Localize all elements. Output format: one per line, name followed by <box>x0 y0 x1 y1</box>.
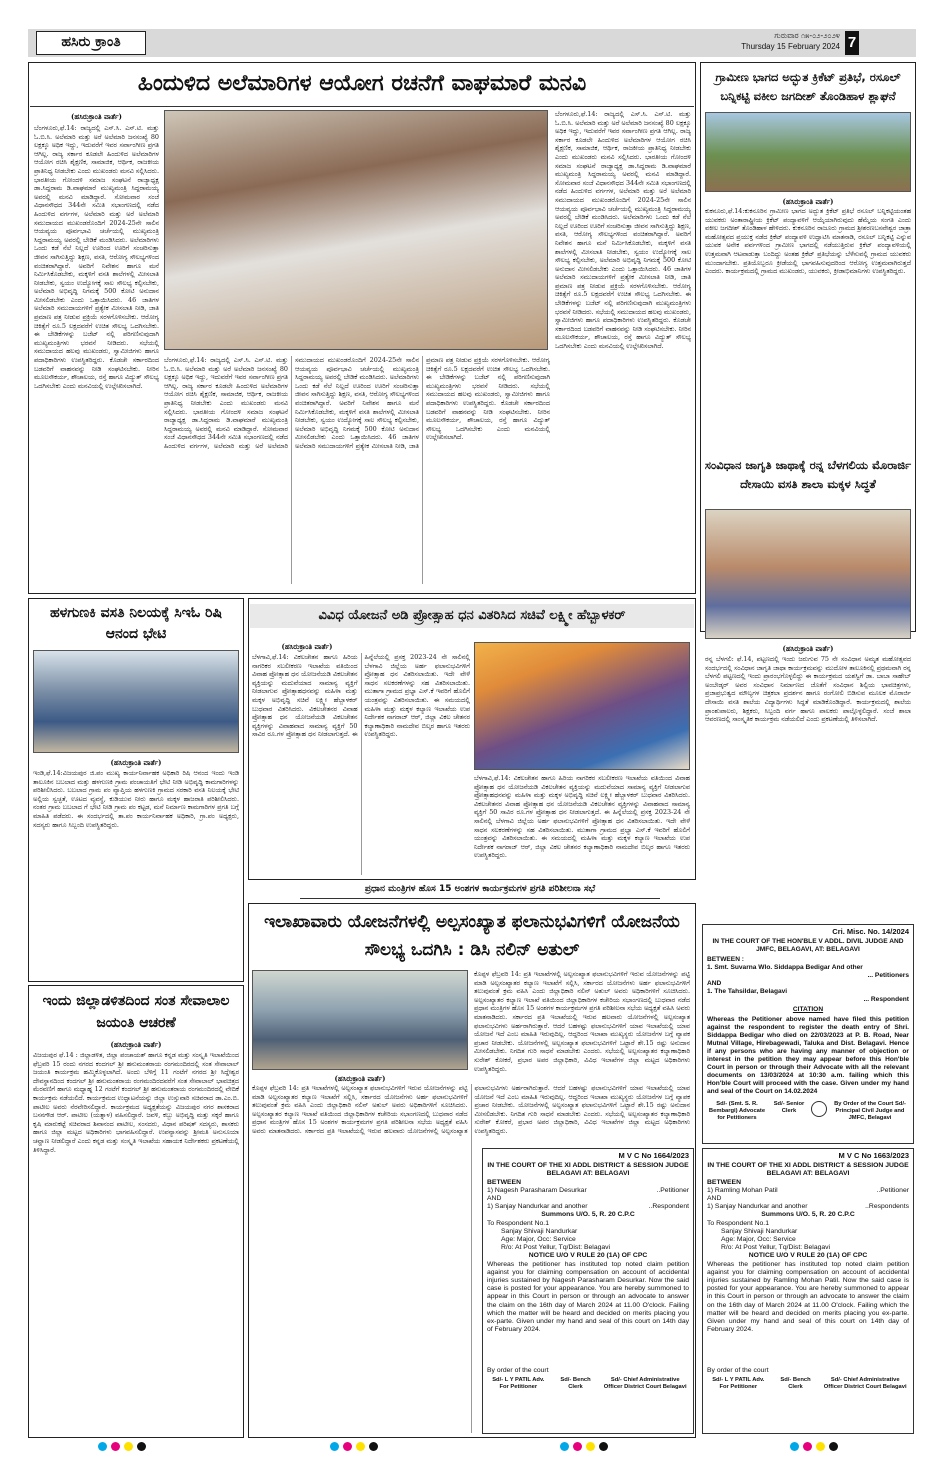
registration-marks-2 <box>330 1442 378 1451</box>
masthead-date-en: Thursday 15 February 2024 <box>741 42 840 51</box>
notice-3-notice-title: NOTICE U/O V RULE 20 (1A) OF CPC <box>748 1252 868 1260</box>
article-4-dateline: (ಹಸಿರುಕ್ರಾಂತಿ ವಾರ್ತೆ) <box>110 758 162 767</box>
notice-3-petitioner-role: ..Petitioner <box>876 1186 909 1194</box>
notice-2-address: R/o: At Post Yellur, Tq/Dist: Belagavi <box>501 1244 611 1252</box>
notice-2-petitioner-role: ..Petitioner <box>656 1186 689 1194</box>
article-3-dateline: (ಹಸಿರುಕ್ರಾಂತಿ ವಾರ್ತೆ) <box>782 644 834 653</box>
notice-3-address: R/o: At Post Yellur, Tq/Dist: Belagavi <box>721 1244 831 1252</box>
notice-1-signature-judge: By Order of the Court Sd/- Principal Civil Judge and JMFC, Belagavi <box>834 1101 906 1121</box>
magenta-dot <box>343 1442 352 1451</box>
page-number: 7 <box>845 31 859 55</box>
notice-3-respondent: 1) Sanjay Nandurkar and another <box>707 1203 808 1211</box>
notice-3 <box>702 1148 914 1434</box>
notice-1-and: AND <box>707 980 722 987</box>
notice-3-and: AND <box>707 1195 722 1203</box>
article-6-dateline: (ಹಸಿರುಕ್ರಾಂತಿ ವಾರ್ತೆ) <box>281 642 333 651</box>
notice-3-to: To Respondent No.1 <box>707 1219 769 1227</box>
notice-2-order: By order of the court <box>487 1366 549 1374</box>
article-2-dateline: (ಹಸಿರುಕ್ರಾಂತಿ ವಾರ್ತೆ) <box>782 197 834 206</box>
notice-1-title: CITATION <box>792 1006 824 1013</box>
registration-marks-3 <box>560 1442 608 1451</box>
black-dot <box>137 1442 146 1451</box>
article-7-photo <box>252 970 468 1070</box>
notice-2-to: To Respondent No.1 <box>487 1219 549 1227</box>
yellow-dot <box>124 1442 133 1451</box>
notice-2-name: Sanjay Shivaji Nandurkar <box>501 1227 578 1235</box>
notice-2-signature-clerk: Sd/- Bench Clerk <box>560 1376 591 1390</box>
article-2-body: ಕುಕನೂರು,ಫೆ.14:ಕುಕನೂರಿನ ಗ್ರಾಮೀಣ ಭಾಗದ ಅದ್ಭುತ ಕ್ರಿಕೆಟ್ ಪ್ರತಿಭೆ ರಸೂಲ್ ಬನ್ನಿಕಟ್ಟಿಯಂತಹ ಯುವಕರು ಅಂತಾರಾಷ್ಟ್ರೀಯ ಕ್ರಿಕೆಟ್ ಪಂದ್ಯಾವಳಿಗೆ ಆಯ್ಕೆಯಾಗಿರುವುದು ಹೆಮ್ಮೆಯ ಸಂಗತಿ ಎಂದು ವಕೀಲ ಜಗದೀಶ್ ತೊಂಡಿಹಾಳ ಹೇಳಿದರು. ಕುಕನೂರಿನ ರಾಜೂರು ಗ್ರಾಮದ ಶ್ರೀಶರಣಬಸವೇಶ್ವರ ಜಾತ್ರಾ ಮಹೋತ್ಸವದ ಪ್ರಯುಕ್ತ ನಡೆದ ಕ್ರಿಕೆಟ್ ಪಂದ್ಯಾವಳಿ ಉದ್ಘಾಟಿಸಿ ಮಾತನಾಡಿ, ರಸೂಲ್ ಬನ್ನಿಕಟ್ಟಿ ಎನ್ನುವ ಯುವಕ ಅನೇಕ ಪರ್ವಗಳಿಂದ ಗ್ರಾಮೀಣ ಭಾಗದಲ್ಲಿ ನಡೆಯುತ್ತಿರುವ ಕ್ರಿಕೆಟ್ ಪಂದ್ಯಾವಳಿಯಲ್ಲಿ ಉತ್ತಮವಾಗಿ ಆಟವಾಡುತ್ತಾ ಬಂದಿದ್ದು ಅಂತಹ ಕ್ರಿಕೆಟ್ ಪ್ರತಿಭೆಯನ್ನು ಬೆಳೆಸುವಲ್ಲಿ ಗ್ರಾಮದ ಯುವಕರು ಮುಂದಾಗಬೇಕು. ಪ್ರತಿಯೊಬ್ಬರೂ ಕ್ರೀಡೆಯಲ್ಲಿ ಭಾಗವಹಿಸುವುದರಿಂದ ಆರೋಗ್ಯ ಉತ್ತಮವಾಗಿರುತ್ತದೆ ಎಂದರು. ಕಾರ್ಯಕ್ರಮದಲ್ಲಿ ಗ್ರಾಮದ ಮುಖಂಡರು, ಯುವಕರು, ಕ್ರೀಡಾಭಿಮಾನಿಗಳು ಉಪಸ್ಥಿತರಿದ್ದರು. <box>705 207 911 276</box>
notice-1-case: Cri. Misc. No. 14/2024 <box>832 927 909 936</box>
notice-2-case: M V C No 1664/2023 <box>618 1151 689 1160</box>
cyan-dot <box>790 1442 799 1451</box>
magenta-dot <box>803 1442 812 1451</box>
black-dot <box>369 1442 378 1451</box>
article-5-body: ವಿಜಯಪುರ ಫೆ.14 : ಜಿಲ್ಲಾಡಳಿತ, ಜಿಲ್ಲಾ ಪಂಚಾಯತ್ ಹಾಗೂ ಕನ್ನಡ ಮತ್ತು ಸಂಸ್ಕೃತಿ ಇಲಾಖೆಯಿಂದ ಫೆಬ್ರವರಿ 15 ರಂದು ನಗರದ ಕಂದಗಲ್ ಶ್ರೀ ಹನುಮಂತರಾಯ ರಂಗಮಂದಿರದಲ್ಲಿ ಸಂತ ಸೇವಾಲಾಲ್ ಜಯಂತಿ ಕಾರ್ಯಕ್ರಮ ಹಮ್ಮಿಕೊಳ್ಳಲಾಗಿದೆ. ಅಂದು ಬೆಳಿಗ್ಗೆ 11 ಗಂಟೆಗೆ ನಗರದ ಶ್ರೀ ಸಿದ್ದೇಶ್ವರ ದೇವಸ್ಥಾನದಿಂದ ಕಂದಗಲ್ ಶ್ರೀ ಹನುಮಂತರಾಯ ರಂಗಮಂದಿರದವರೆಗೆ ಸಂತ ಸೇವಾಲಾಲ್ ಭಾವಚಿತ್ರದ ಮೆರವಣಿಗೆ ಹಾಗೂ ಮಧ್ಯಾಹ್ನ 12 ಗಂಟೆಗೆ ಕಂದಗಲ್ ಶ್ರೀ ಹನುಮಂತರಾಯ ರಂಗಮಂದಿರದಲ್ಲಿ ವೇದಿಕೆ ಕಾರ್ಯಕ್ರಮ ನಡೆಯಲಿದೆ. ಕಾರ್ಯಕ್ರಮದ ಉದ್ಘಾಟನೆಯನ್ನು ಜಿಲ್ಲಾ ಉಸ್ತುವಾರಿ ಸಚಿವರಾದ ಡಾ.ಎಂ.ಬಿ. ಪಾಟೀಲ ಅವರು ನೆರವೇರಿಸಲಿದ್ದಾರೆ. ಕಾರ್ಯಕ್ರಮದ ಅಧ್ಯಕ್ಷತೆಯನ್ನು ವಿಜಯಪುರ ನಗರ ಶಾಸಕರಾದ ಬಸನಗೌಡ ಆರ್. ಪಾಟೀಲ (ಯತ್ನಾಳ) ವಹಿಸಲಿದ್ದಾರೆ. ಜವಳಿ, ಕಬ್ಬು ಅಭಿವೃದ್ಧಿ ಮತ್ತು ಸಕ್ಕರೆ ಹಾಗೂ ಕೃಷಿ ಮಾರುಕಟ್ಟೆ ಸಚಿವರಾದ ಶಿವಾನಂದ ಪಾಟೀಲ, ಸಂಸದರು, ವಿಧಾನ ಪರಿಷತ್ ಸದಸ್ಯರು, ಶಾಸಕರು ಹಾಗೂ ಜಿಲ್ಲಾ ಮಟ್ಟದ ಅಧಿಕಾರಿಗಳು ಭಾಗವಹಿಸಲಿದ್ದಾರೆ. ಉಪನ್ಯಾಸವನ್ನು ಶ್ರೀಮತಿ ಅನುಸೂಯಾ ಚವ್ಹಾಣ ನೀಡಲಿದ್ದಾರೆ ಎಂದು ಕನ್ನಡ ಮತ್ತು ಸಂಸ್ಕೃತಿ ಇಲಾಖೆಯ ಸಹಾಯಕ ನಿರ್ದೇಶಕರು ಪ್ರಕಟಣೆಯಲ್ಲಿ ತಿಳಿಸಿದ್ದಾರೆ. <box>33 1051 239 1154</box>
notice-2-between: BETWEEN <box>487 1178 521 1186</box>
cyan-dot <box>330 1442 339 1451</box>
notice-3-petitioner: 1) Ramling Mohan Patil <box>707 1186 778 1194</box>
notice-2-age: Age: Major, Occ: Service <box>501 1236 576 1244</box>
notice-1 <box>702 924 914 1144</box>
article-7-kicker: ಪ್ರಧಾನ ಮಂತ್ರಿಗಳ ಹೊಸ 15 ಅಂಶಗಳ ಕಾರ್ಯಕ್ರಮಗಳ ಪ್ರಗತಿ ಪರಿಶೀಲನಾ ಸಭೆ <box>364 884 596 894</box>
notice-2-respondent: 1) Sanjay Nandurkar and another <box>487 1203 588 1211</box>
yellow-dot <box>586 1442 595 1451</box>
notice-2-body: Whereas the petitioner has instituted top noted claim petition against you for claiming compensation on account of accidental injuries sustained by Nagesh Parasharam Desurkar. Now the said case is posted for your appearance. You are hereby summoned to appear in this Court in person or through an advocate to answer the claim on the 16th day of March 2024 at 11.00 O'clock. Failing which the matter will be heard and decided on merits placing you ex-parte. Given under my hand and seal of this court on 14th day of February 2024. <box>487 1260 689 1334</box>
notice-1-seal <box>811 1101 827 1117</box>
article-4-headline: ಹಳಗುಣಕಿ ವಸತಿ ನಿಲಯಕ್ಕೆ ಸಿಇಓ ರಿಷಿ ಆನಂದ ಭೇಟಿ <box>49 605 223 642</box>
article-1-photo <box>164 110 548 350</box>
yellow-dot <box>816 1442 825 1451</box>
magenta-dot <box>573 1442 582 1451</box>
notice-3-summons: Summons U/O. 5, R. 20 C.P.C <box>761 1211 855 1219</box>
black-dot <box>599 1442 608 1451</box>
article-7-kicker-rule <box>300 898 660 899</box>
notice-2-petitioner: 1) Nagesh Parasharam Desurkar <box>487 1186 587 1194</box>
notice-3-body: Whereas the petitioner has instituted top noted claim petition against you for claiming compensation on account of accidental injuries sustained by Ramling Mohan Patil. Now the said case is posted for your appearance. You are hereby summoned to appear in this Court in person or through an advocate to answer the claim on the 16th day of March 2024 at 11.00 O'clock. Failing which the matter will be heard and decided on merits placing you ex-parte. Given under my hand and seal of this court on 14th day of February 2024. <box>707 1260 909 1334</box>
notice-1-court: IN THE COURT OF THE HON'BLE V ADDL. DIVIL JUDGE AND JMFC, BELAGAVI, AT: BELAGAVI <box>712 938 904 953</box>
magenta-dot <box>111 1442 120 1451</box>
article-6-body-right: ಬೆಳಗಾವಿ,ಫೆ.14: ವಿಕಲಚೇತನ ಹಾಗೂ ಹಿರಿಯ ನಾಗರಿಕರ ಸಬಲೀಕರಣ ಇಲಾಖೆಯ ವತಿಯಿಂದ ವಿವಾಹ ಪ್ರೋತ್ಸಾಹ ಧನ ಯೋಜನೆಯಡಿ ವಿಕಲಚೇತನ ವ್ಯಕ್ತಿಯನ್ನು ಮದುವೆಯಾದ ಸಾಮಾನ್ಯ ವ್ಯಕ್ತಿಗೆ ನೀಡಲಾಗುವ ಪ್ರೋತ್ಸಾಹಧನವನ್ನು ಮಹಿಳಾ ಮತ್ತು ಮಕ್ಕಳ ಅಭಿವೃದ್ಧಿ ಸಚಿವೆ ಲಕ್ಷ್ಮೀ ಹೆಬ್ಬಾಳಕರ್ ಬುಧವಾರ ವಿತರಿಸಿದರು. ವಿಕಲಚೇತನರ ವಿವಾಹ ಪ್ರೋತ್ಸಾಹ ಧನ ಯೋಜನೆಯಡಿ ವಿಕಲಚೇತನ ವ್ಯಕ್ತಿಗಳನ್ನು ವಿವಾಹವಾದ ಸಾಮಾನ್ಯ ವ್ಯಕ್ತಿಗೆ 50 ಸಾವಿರ ರೂ.ಗಳ ಪ್ರೋತ್ಸಾಹ ಧನ ನೀಡಲಾಗುತ್ತದೆ. ಈ ಹಿನ್ನೆಲೆಯಲ್ಲಿ ಪ್ರಸಕ್ತ 2023-24 ನೇ ಸಾಲಿನಲ್ಲಿ ಬೆಳಗಾವಿ ಜಿಲ್ಲೆಯ ಅರ್ಹ ಫಲಾನುಭವಿಗಳಿಗೆ ಪ್ರೋತ್ಸಾಹ ಧನ ವಿತರಿಸಲಾಯಿತು. ಇದೇ ವೇಳೆ ಸಾಧನ ಸಲಕರಣೆಗಳನ್ನು ಸಹ ವಿತರಿಸಲಾಯಿತು. ಮುತಾಗಾ ಗ್ರಾಮದ ಪ್ರಭ್ಯಾ ಎಸ್.ಕೆ ಇವರಿಗೆ ಹೊಲಿಗೆ ಯಂತ್ರವನ್ನು ವಿತರಿಸಲಾಯಿತು. ಈ ಸಮಯದಲ್ಲಿ ಮಹಿಳಾ ಮತ್ತು ಮಕ್ಕಳ ಕಲ್ಯಾಣ ಇಲಾಖೆಯ ಉಪ ನಿರ್ದೇಶಕ ನಾಗರಾಜ್ ಆರ್, ಜಿಲ್ಲಾ ವಿಕಲ ಚೇತನರ ಕಲ್ಯಾಣಾಧಿಕಾರಿ ನಾಮದೇವ ಬಿಲ್ಕರ ಹಾಗೂ ಇತರರು ಉಪಸ್ಥಿತರಿದ್ದರು. <box>474 774 690 860</box>
notice-1-signature-advocate: Sd/- (Smt. S. R. Bembargi) Advocate for Petitioners <box>708 1101 766 1121</box>
notice-1-respondent: 1. The Tahsildar, Belagavi <box>707 988 788 995</box>
notice-3-order: By order of the court <box>707 1366 769 1374</box>
notice-1-signature-clerk: Sd/- Senior Clerk <box>773 1101 805 1114</box>
notice-1-petitioner: 1. Smt. Suvarna Wlo. Siddappa Bedigar And other <box>707 964 863 971</box>
cyan-dot <box>98 1442 107 1451</box>
article-3-photo <box>705 509 911 639</box>
article-1-body-left: ಬೆಂಗಳೂರು,ಫೆ.14: ರಾಜ್ಯದಲ್ಲಿ ಎಸ್.ಸಿ. ಎಸ್.ಟಿ. ಮತ್ತು ಓ.ಬಿ.ಸಿ. ಅಲೆಮಾರಿ ಮತ್ತು ಅರೆ ಅಲೆಮಾರಿ ಜನಸಂಖ್ಯೆ 80 ಲಕ್ಷಕ್ಕೂ ಅಧಿಕ ಇದ್ದು, ಇದುವರೆಗೆ ಇವರ ಸರ್ವಾಂಗೀಣ ಪ್ರಗತಿ ಆಗಿಲ್ಲ. ರಾಜ್ಯ ಸರ್ಕಾರ ಕೂಡಲೇ ಹಿಂದುಳಿದ ಅಲೆಮಾರಿಗಳ ಆಯೋಗ ರಚಿಸಿ ಶೈಕ್ಷಣಿಕ, ಸಾಮಾಜಿಕ, ಆರ್ಥಿಕ, ರಾಜಕೀಯ ಪ್ರಾತಿನಿಧ್ಯ ನೀಡಬೇಕು ಎಂದು ಮುಖಂಡರು ಮನವಿ ಸಲ್ಲಿಸಿದರು. ಭಾರತೀಯ ಗೋಂದಳಿ ಸಮಾಜ ಸಂಘಟನೆ ರಾಜ್ಯಾಧ್ಯಕ್ಷ ಡಾ.ಸಿದ್ದರಾಮ ಡಿ.ವಾಘಮಾರೆ ಮುಖ್ಯಮಂತ್ರಿ ಸಿದ್ದರಾಮಯ್ಯ ಅವರಲ್ಲಿ ಮನವಿ ಮಾಡಿದ್ದಾರೆ. ಸೋಮವಾರ ಸಂಜೆ ವಿಧಾನಸೌಧದ 344ನೇ ಸಮಿತಿ ಸಭಾಂಗಣದಲ್ಲಿ ನಡೆದ ಹಿಂದುಳಿದ ವರ್ಗಗಳ, ಅಲೆಮಾರಿ ಮತ್ತು ಅರೆ ಅಲೆಮಾರಿ ಸಮುದಾಯದ ಮುಖಂಡರೊಂದಿಗೆ 2024-25ನೇ ಸಾಲಿನ ಆಯವ್ಯಯ ಪೂರ್ವಭಾವಿ ಚರ್ಚೆಯಲ್ಲಿ ಮುಖ್ಯಮಂತ್ರಿ ಸಿದ್ದರಾಮಯ್ಯ ಅವರಲ್ಲಿ ಬೇಡಿಕೆ ಮಂಡಿಸಿದರು. ಅಲೆಮಾರಿಗಳು ಒಂದು ಕಡೆ ನೆಲೆ ನಿಲ್ಲದೆ ಊರಿಂದ ಊರಿಗೆ ಸಂಚರಿಸುತ್ತಾ ಜೀವನ ಸಾಗಿಸುತ್ತಿದ್ದು ಶಿಕ್ಷಣ, ವಸತಿ, ಆರೋಗ್ಯ ಸೌಲಭ್ಯಗಳಿಂದ ವಂಚಿತರಾಗಿದ್ದಾರೆ. ಅವರಿಗೆ ನಿವೇಶನ ಹಾಗೂ ಮನೆ ನಿರ್ಮಿಸಿಕೊಡಬೇಕು, ಮಕ್ಕಳಿಗೆ ವಸತಿ ಶಾಲೆಗಳಲ್ಲಿ ಮೀಸಲಾತಿ ನೀಡಬೇಕು, ಸ್ವಯಂ ಉದ್ಯೋಗಕ್ಕೆ ಸಾಲ ಸೌಲಭ್ಯ ಕಲ್ಪಿಸಬೇಕು, ಅಲೆಮಾರಿ ಅಭಿವೃದ್ಧಿ ನಿಗಮಕ್ಕೆ 500 ಕೋಟಿ ಅನುದಾನ ಮೀಸಲಿಡಬೇಕು ಎಂದು ಒತ್ತಾಯಿಸಿದರು. 46 ಜಾತಿಗಳ ಅಲೆಮಾರಿ ಸಮುದಾಯಗಳಿಗೆ ಪ್ರತ್ಯೇಕ ಮೀಸಲಾತಿ ನೀಡಿ, ಜಾತಿ ಪ್ರಮಾಣ ಪತ್ರ ನೀಡುವ ಪ್ರಕ್ರಿಯೆ ಸರಳಗೊಳಿಸಬೇಕು. ಆರೋಗ್ಯ ಚಿಕಿತ್ಸೆಗೆ ರೂ.5 ಲಕ್ಷದವರೆಗೆ ಉಚಿತ ಸೌಲಭ್ಯ ಒದಗಿಸಬೇಕು. ಈ ಬೇಡಿಕೆಗಳನ್ನು ಬಜೆಟ್ ನಲ್ಲಿ ಪರಿಗಣಿಸುವುದಾಗಿ ಮುಖ್ಯಮಂತ್ರಿಗಳು ಭರವಸೆ ನೀಡಿದರು. ಸಭೆಯಲ್ಲಿ ಸಮುದಾಯದ ಹಲವು ಮುಖಂಡರು, ಸ್ವಾಮೀಜಿಗಳು ಹಾಗೂ ಪದಾಧಿಕಾರಿಗಳು ಉಪಸ್ಥಿತರಿದ್ದರು. ಕೊಡಚೇ ಸರ್ಕಾರದಿಂದ ಬಡವರಿಗೆ ವಾಹನವನ್ನು ನೀಡಿ ಸಂಘಟಿಸಬೇಕು. ನೀರಿನ ಮೂಲಸೌಕರ್ಯ, ಶೌಚಾಲಯ, ರಸ್ತೆ ಹಾಗೂ ವಿದ್ಯುತ್ ಸೌಲಭ್ಯ ಒದಗಿಸಬೇಕು ಎಂದು ಮನವಿಯಲ್ಲಿ ಉಲ್ಲೇಖಿಸಲಾಗಿದೆ. <box>34 124 159 390</box>
notice-2 <box>482 1148 694 1434</box>
notice-3-court: IN THE COURT OF THE XI ADDL DISTRICT & SESSION JUDGE BELAGAVI AT: BELAGAVI <box>707 1162 909 1178</box>
notice-2-signature-advocate: Sd/- L Y PATIL Adv. For Petitioner <box>492 1376 545 1390</box>
article-3-headline: ಸಂವಿಧಾನ ಜಾಗೃತಿ ಜಾಥಾಕ್ಕೆ ರನ್ನ ಬೆಳಗಲಿಯ ಮೊರಾರ್ಜಿ ದೇಸಾಯಿ ವಸತಿ ಶಾಲಾ ಮಕ್ಕಳ ಸಿದ್ಧತೆ <box>704 458 912 491</box>
notice-3-signature-clerk: Sd/- Bench Clerk <box>780 1376 811 1390</box>
notice-1-between: BETWEEN : <box>707 956 744 963</box>
black-dot <box>829 1442 838 1451</box>
article-7-headline: ಇಲಾಖಾವಾರು ಯೋಜನೆಗಳಲ್ಲಿ ಅಲ್ಪಸಂಖ್ಯಾತ ಫಲಾನುಭವಿಗಳಿಗೆ ಯೋಜನೆಯ ಸೌಲಭ್ಯ ಒದಗಿಸಿ : ಡಿಸಿ ನಲಿನ್ ಅತುಲ್ <box>264 912 680 960</box>
notice-1-respondent-role: ... Respondent <box>863 996 909 1003</box>
cyan-dot <box>560 1442 569 1451</box>
yellow-dot <box>356 1442 365 1451</box>
article-4-photo <box>33 650 239 753</box>
article-1-headline: ಹಿಂದುಳಿದ ಅಲೆಮಾರಿಗಳ ಆಯೋಗ ರಚನೆಗೆ ವಾಘಮಾರೆ ಮನವಿ <box>137 71 587 96</box>
notice-1-body: Whereas the Petitioner above named have filed this petition against the respondent to register the death entry of Shri. Siddappa Bedigar who died on 22/03/2023 at P. B. Road, Near Mutnal Village, Hirebagewadi, Taluka and Dist. Belagavi. Hence if any persons who are having any manner of objection or interest in the petition they may appear before this Hon'ble Court in person or through their Advocate with all the relevant documents on 13/03/2024 at 10:30 a.m. failing which this Hon'ble Court will proceed with the case. Given under my hand and seal of the Court on 14.02.2024 <box>707 1016 909 1095</box>
registration-marks-4 <box>790 1442 838 1451</box>
notice-3-case: M V C No 1663/2023 <box>838 1151 909 1160</box>
notice-3-between: BETWEEN <box>707 1178 741 1186</box>
notice-3-signature-cao: Sd/- Chief Administrative Officer District Court Belagavi <box>823 1376 907 1390</box>
notice-1-petitioner-role: ... Petitioners <box>867 972 909 979</box>
notice-3-name: Sanjay Shivaji Nandurkar <box>721 1227 798 1235</box>
masthead-name: ಹಸಿರು ಕ್ರಾಂತಿ <box>61 34 121 50</box>
article-1-body-right: ಬೆಂಗಳೂರು,ಫೆ.14: ರಾಜ್ಯದಲ್ಲಿ ಎಸ್.ಸಿ. ಎಸ್.ಟಿ. ಮತ್ತು ಓ.ಬಿ.ಸಿ. ಅಲೆಮಾರಿ ಮತ್ತು ಅರೆ ಅಲೆಮಾರಿ ಜನಸಂಖ್ಯೆ 80 ಲಕ್ಷಕ್ಕೂ ಅಧಿಕ ಇದ್ದು, ಇದುವರೆಗೆ ಇವರ ಸರ್ವಾಂಗೀಣ ಪ್ರಗತಿ ಆಗಿಲ್ಲ. ರಾಜ್ಯ ಸರ್ಕಾರ ಕೂಡಲೇ ಹಿಂದುಳಿದ ಅಲೆಮಾರಿಗಳ ಆಯೋಗ ರಚಿಸಿ ಶೈಕ್ಷಣಿಕ, ಸಾಮಾಜಿಕ, ಆರ್ಥಿಕ, ರಾಜಕೀಯ ಪ್ರಾತಿನಿಧ್ಯ ನೀಡಬೇಕು ಎಂದು ಮುಖಂಡರು ಮನವಿ ಸಲ್ಲಿಸಿದರು. ಭಾರತೀಯ ಗೋಂದಳಿ ಸಮಾಜ ಸಂಘಟನೆ ರಾಜ್ಯಾಧ್ಯಕ್ಷ ಡಾ.ಸಿದ್ದರಾಮ ಡಿ.ವಾಘಮಾರೆ ಮುಖ್ಯಮಂತ್ರಿ ಸಿದ್ದರಾಮಯ್ಯ ಅವರಲ್ಲಿ ಮನವಿ ಮಾಡಿದ್ದಾರೆ. ಸೋಮವಾರ ಸಂಜೆ ವಿಧಾನಸೌಧದ 344ನೇ ಸಮಿತಿ ಸಭಾಂಗಣದಲ್ಲಿ ನಡೆದ ಹಿಂದುಳಿದ ವರ್ಗಗಳ, ಅಲೆಮಾರಿ ಮತ್ತು ಅರೆ ಅಲೆಮಾರಿ ಸಮುದಾಯದ ಮುಖಂಡರೊಂದಿಗೆ 2024-25ನೇ ಸಾಲಿನ ಆಯವ್ಯಯ ಪೂರ್ವಭಾವಿ ಚರ್ಚೆಯಲ್ಲಿ ಮುಖ್ಯಮಂತ್ರಿ ಸಿದ್ದರಾಮಯ್ಯ ಅವರಲ್ಲಿ ಬೇಡಿಕೆ ಮಂಡಿಸಿದರು. ಅಲೆಮಾರಿಗಳು ಒಂದು ಕಡೆ ನೆಲೆ ನಿಲ್ಲದೆ ಊರಿಂದ ಊರಿಗೆ ಸಂಚರಿಸುತ್ತಾ ಜೀವನ ಸಾಗಿಸುತ್ತಿದ್ದು ಶಿಕ್ಷಣ, ವಸತಿ, ಆರೋಗ್ಯ ಸೌಲಭ್ಯಗಳಿಂದ ವಂಚಿತರಾಗಿದ್ದಾರೆ. ಅವರಿಗೆ ನಿವೇಶನ ಹಾಗೂ ಮನೆ ನಿರ್ಮಿಸಿಕೊಡಬೇಕು, ಮಕ್ಕಳಿಗೆ ವಸತಿ ಶಾಲೆಗಳಲ್ಲಿ ಮೀಸಲಾತಿ ನೀಡಬೇಕು, ಸ್ವಯಂ ಉದ್ಯೋಗಕ್ಕೆ ಸಾಲ ಸೌಲಭ್ಯ ಕಲ್ಪಿಸಬೇಕು, ಅಲೆಮಾರಿ ಅಭಿವೃದ್ಧಿ ನಿಗಮಕ್ಕೆ 500 ಕೋಟಿ ಅನುದಾನ ಮೀಸಲಿಡಬೇಕು ಎಂದು ಒತ್ತಾಯಿಸಿದರು. 46 ಜಾತಿಗಳ ಅಲೆಮಾರಿ ಸಮುದಾಯಗಳಿಗೆ ಪ್ರತ್ಯೇಕ ಮೀಸಲಾತಿ ನೀಡಿ, ಜಾತಿ ಪ್ರಮಾಣ ಪತ್ರ ನೀಡುವ ಪ್ರಕ್ರಿಯೆ ಸರಳಗೊಳಿಸಬೇಕು. ಆರೋಗ್ಯ ಚಿಕಿತ್ಸೆಗೆ ರೂ.5 ಲಕ್ಷದವರೆಗೆ ಉಚಿತ ಸೌಲಭ್ಯ ಒದಗಿಸಬೇಕು. ಈ ಬೇಡಿಕೆಗಳನ್ನು ಬಜೆಟ್ ನಲ್ಲಿ ಪರಿಗಣಿಸುವುದಾಗಿ ಮುಖ್ಯಮಂತ್ರಿಗಳು ಭರವಸೆ ನೀಡಿದರು. ಸಭೆಯಲ್ಲಿ ಸಮುದಾಯದ ಹಲವು ಮುಖಂಡರು, ಸ್ವಾಮೀಜಿಗಳು ಹಾಗೂ ಪದಾಧಿಕಾರಿಗಳು ಉಪಸ್ಥಿತರಿದ್ದರು. ಕೊಡಚೇ ಸರ್ಕಾರದಿಂದ ಬಡವರಿಗೆ ವಾಹನವನ್ನು ನೀಡಿ ಸಂಘಟಿಸಬೇಕು. ನೀರಿನ ಮೂಲಸೌಕರ್ಯ, ಶೌಚಾಲಯ, ರಸ್ತೆ ಹಾಗೂ ವಿದ್ಯುತ್ ಸೌಲಭ್ಯ ಒದಗಿಸಬೇಕು ಎಂದು ಮನವಿಯಲ್ಲಿ ಉಲ್ಲೇಖಿಸಲಾಗಿದೆ. <box>555 110 691 351</box>
notice-2-signature-cao: Sd/- Chief Administrative Officer District Court Belagavi <box>603 1376 687 1390</box>
article-1-rule <box>30 106 694 107</box>
notice-2-and: AND <box>487 1195 502 1203</box>
article-3-body: ರನ್ನ ಬೆಳಗಲಿ: ಫೆ.14, ಪಟ್ಟಣದಲ್ಲಿ ಇಂದು ಜರುಗುವ 75 ನೇ ಸಂವಿಧಾನ ಅಮೃತ ಮಹೋತ್ಸವದ ಸಂದರ್ಭದಲ್ಲಿ ಸಂವಿಧಾನ ಜಾಗೃತಿ ಜಾಥಾ ಕಾರ್ಯಕ್ರಮವನ್ನು ಮುದೋಳ ತಾಲೂಕಿನಲ್ಲಿ ಪ್ರಥಮವಾಗಿ ರನ್ನ ಬೆಳಗಲಿ ಪಟ್ಟಣದಲ್ಲಿ ಇಂದು ಪ್ರಾರಂಭಗೊಳ್ಳಲಿದ್ದು ಈ ಕಾರ್ಯಕ್ರಮದ ಯಶಸ್ವಿಗೆ ಡಾ. ಬಾಬಾ ಸಾಹೇಬ್ ಅಂಬೇಡ್ಕರ್ ಅವರ ಸಂವಿಧಾನ ನಿರ್ಮಾಣದ ಜೊತೆಗೆ ಸಂವಿಧಾನ ಶಿಲ್ಪಿಯ ಭಾವಚಿತ್ರಗಳು, ಪ್ರಜಾಪ್ರಭುತ್ವದ ಮೌಲ್ಯಗಳ ಚಿತ್ರಕಲಾ ಪ್ರದರ್ಶನ ಹಾಗೂ ರಂಗೋಲಿ ಬಿಡಿಸುವ ಮೂಲಕ ಮೊರಾರ್ಜಿ ದೇಸಾಯಿ ವಸತಿ ಶಾಲೆಯ ವಿದ್ಯಾರ್ಥಿಗಳು ಸಿದ್ಧತೆ ಮಾಡಿಕೊಂಡಿದ್ದಾರೆ. ಕಾರ್ಯಕ್ರಮದಲ್ಲಿ ಶಾಲೆಯ ಪ್ರಾಂಶುಪಾಲರು, ಶಿಕ್ಷಕರು, ಸಿಬ್ಬಂದಿ ವರ್ಗ ಹಾಗೂ ಪಾಲಕರು ಪಾಲ್ಗೊಳ್ಳಲಿದ್ದಾರೆ. ಸಂಜೆ ಶಾಲಾ ಆವರಣದಲ್ಲಿ ಸಾಂಸ್ಕೃತಿಕ ಕಾರ್ಯಕ್ರಮ ನಡೆಯಲಿದೆ ಎಂದು ಪ್ರಕಟಣೆಯಲ್ಲಿ ತಿಳಿಸಲಾಗಿದೆ. <box>705 655 911 724</box>
article-5-headline: ಇಂದು ಜಿಲ್ಲಾಡಳಿತದಿಂದ ಸಂತ ಸೇವಾಲಾಲ ಜಯಂತಿ ಆಚರಣೆ <box>42 993 230 1031</box>
article-7-body-bottom: ಕೊಪ್ಪಳ ಫೆಬ್ರವರಿ 14: ಪ್ರತಿ ಇಲಾಖೆಗಳಲ್ಲಿ ಅಲ್ಪಸಂಖ್ಯಾತ ಫಲಾನುಭವಿಗಳಿಗೆ ಇರುವ ಯೋಜನೆಗಳನ್ನು ಪಟ್ಟಿ ಮಾಡಿ ಅಲ್ಪಸಂಖ್ಯಾತರ ಕಲ್ಯಾಣ ಇಲಾಖೆಗೆ ಸಲ್ಲಿಸಿ, ಸರ್ಕಾರದ ಯೋಜನೆಗಳು ಅರ್ಹ ಫಲಾನುಭವಿಗಳಿಗೆ ತಲುಪುವಂತೆ ಕ್ರಮ ವಹಿಸಿ ಎಂದು ಜಿಲ್ಲಾಧಿಕಾರಿ ನಲಿನ್ ಅತುಲ್ ಅವರು ಅಧಿಕಾರಿಗಳಿಗೆ ಸೂಚಿಸಿದರು. ಅಲ್ಪಸಂಖ್ಯಾತರ ಕಲ್ಯಾಣ ಇಲಾಖೆ ವತಿಯಿಂದ ಜಿಲ್ಲಾಧಿಕಾರಿಗಳ ಕಚೇರಿಯ ಸಭಾಂಗಣದಲ್ಲಿ ಬುಧವಾರ ನಡೆದ ಪ್ರಧಾನ ಮಂತ್ರಿಗಳ ಹೊಸ 15 ಅಂಶಗಳ ಕಾರ್ಯಕ್ರಮಗಳ ಪ್ರಗತಿ ಪರಿಶೀಲನಾ ಸಭೆಯ ಅಧ್ಯಕ್ಷತೆ ವಹಿಸಿ ಅವರು ಮಾತನಾಡಿದರು. ಸರ್ಕಾರದ ಪ್ರತಿ ಇಲಾಖೆಯಲ್ಲಿ ಇರುವ ಹಲವಾರು ಯೋಜನೆಗಳಲ್ಲಿ ಅಲ್ಪಸಂಖ್ಯಾತ ಫಲಾನುಭವಿಗಳು ಅರ್ಹರಾಗಿರುತ್ತಾರೆ. ಆದರೆ ಬಹಳಷ್ಟು ಫಲಾನುಭವಿಗಳಿಗೆ ಯಾವ ಇಲಾಖೆಯಲ್ಲಿ ಯಾವ ಯೋಜನೆ ಇದೆ ಎಂಬ ಮಾಹಿತಿ ಇರುವುದಿಲ್ಲ. ಆದ್ದರಿಂದ ಇಲಾಖಾ ಮುಖ್ಯಸ್ಥರು ಯೋಜನೆಗಳ ಬಗ್ಗೆ ವ್ಯಾಪಕ ಪ್ರಚಾರ ನೀಡಬೇಕು. ಯೋಜನೆಗಳಲ್ಲಿ ಅಲ್ಪಸಂಖ್ಯಾತ ಫಲಾನುಭವಿಗಳಿಗೆ ಒಟ್ಟಾರೆ ಶೇ.15 ರಷ್ಟು ಅನುದಾನ ಮೀಸಲಿಡಬೇಕು. ನಿಗದಿತ ಗುರಿ ಸಾಧನೆ ಮಾಡಬೇಕು ಎಂದರು. ಸಭೆಯಲ್ಲಿ ಅಲ್ಪಸಂಖ್ಯಾತರ ಕಲ್ಯಾಣಾಧಿಕಾರಿ ಸುರೇಶ್ ಕೋಕರೆ, ಪ್ರಭಾರ ಅಪರ ಜಿಲ್ಲಾಧಿಕಾರಿ, ವಿವಿಧ ಇಲಾಖೆಗಳ ಜಿಲ್ಲಾ ಮಟ್ಟದ ಅಧಿಕಾರಿಗಳು ಉಪಸ್ಥಿತರಿದ್ದರು. <box>252 1084 690 1135</box>
article-7-body-right: ಕೊಪ್ಪಳ ಫೆಬ್ರವರಿ 14: ಪ್ರತಿ ಇಲಾಖೆಗಳಲ್ಲಿ ಅಲ್ಪಸಂಖ್ಯಾತ ಫಲಾನುಭವಿಗಳಿಗೆ ಇರುವ ಯೋಜನೆಗಳನ್ನು ಪಟ್ಟಿ ಮಾಡಿ ಅಲ್ಪಸಂಖ್ಯಾತರ ಕಲ್ಯಾಣ ಇಲಾಖೆಗೆ ಸಲ್ಲಿಸಿ, ಸರ್ಕಾರದ ಯೋಜನೆಗಳು ಅರ್ಹ ಫಲಾನುಭವಿಗಳಿಗೆ ತಲುಪುವಂತೆ ಕ್ರಮ ವಹಿಸಿ ಎಂದು ಜಿಲ್ಲಾಧಿಕಾರಿ ನಲಿನ್ ಅತುಲ್ ಅವರು ಅಧಿಕಾರಿಗಳಿಗೆ ಸೂಚಿಸಿದರು. ಅಲ್ಪಸಂಖ್ಯಾತರ ಕಲ್ಯಾಣ ಇಲಾಖೆ ವತಿಯಿಂದ ಜಿಲ್ಲಾಧಿಕಾರಿಗಳ ಕಚೇರಿಯ ಸಭಾಂಗಣದಲ್ಲಿ ಬುಧವಾರ ನಡೆದ ಪ್ರಧಾನ ಮಂತ್ರಿಗಳ ಹೊಸ 15 ಅಂಶಗಳ ಕಾರ್ಯಕ್ರಮಗಳ ಪ್ರಗತಿ ಪರಿಶೀಲನಾ ಸಭೆಯ ಅಧ್ಯಕ್ಷತೆ ವಹಿಸಿ ಅವರು ಮಾತನಾಡಿದರು. ಸರ್ಕಾರದ ಪ್ರತಿ ಇಲಾಖೆಯಲ್ಲಿ ಇರುವ ಹಲವಾರು ಯೋಜನೆಗಳಲ್ಲಿ ಅಲ್ಪಸಂಖ್ಯಾತ ಫಲಾನುಭವಿಗಳು ಅರ್ಹರಾಗಿರುತ್ತಾರೆ. ಆದರೆ ಬಹಳಷ್ಟು ಫಲಾನುಭವಿಗಳಿಗೆ ಯಾವ ಇಲಾಖೆಯಲ್ಲಿ ಯಾವ ಯೋಜನೆ ಇದೆ ಎಂಬ ಮಾಹಿತಿ ಇರುವುದಿಲ್ಲ. ಆದ್ದರಿಂದ ಇಲಾಖಾ ಮುಖ್ಯಸ್ಥರು ಯೋಜನೆಗಳ ಬಗ್ಗೆ ವ್ಯಾಪಕ ಪ್ರಚಾರ ನೀಡಬೇಕು. ಯೋಜನೆಗಳಲ್ಲಿ ಅಲ್ಪಸಂಖ್ಯಾತ ಫಲಾನುಭವಿಗಳಿಗೆ ಒಟ್ಟಾರೆ ಶೇ.15 ರಷ್ಟು ಅನುದಾನ ಮೀಸಲಿಡಬೇಕು. ನಿಗದಿತ ಗುರಿ ಸಾಧನೆ ಮಾಡಬೇಕು ಎಂದರು. ಸಭೆಯಲ್ಲಿ ಅಲ್ಪಸಂಖ್ಯಾತರ ಕಲ್ಯಾಣಾಧಿಕಾರಿ ಸುರೇಶ್ ಕೋಕರೆ, ಪ್ರಭಾರ ಅಪರ ಜಿಲ್ಲಾಧಿಕಾರಿ, ವಿವಿಧ ಇಲಾಖೆಗಳ ಜಿಲ್ಲಾ ಮಟ್ಟದ ಅಧಿಕಾರಿಗಳು ಉಪಸ್ಥಿತರಿದ್ದರು. <box>474 970 690 1073</box>
article-2-photo <box>705 112 911 192</box>
notice-2-notice-title: NOTICE U/O V RULE 20 (1A) OF CPC <box>528 1252 648 1260</box>
notice-2-summons: Summons U/O. 5, R. 20 C.P.C <box>541 1211 635 1219</box>
notice-2-court: IN THE COURT OF THE XI ADDL DISTRICT & SESSION JUDGE BELAGAVI AT: BELAGAVI <box>487 1162 689 1178</box>
masthead-date-kn: ಗುರುವಾರ ೧೫-೦೨-೨೦೨೪ <box>774 31 840 40</box>
article-2-headline: ಗ್ರಾಮೀಣ ಭಾಗದ ಅದ್ಭುತ ಕ್ರಿಕೆಟ್ ಪ್ರತಿಭೆ, ರಸೂಲ್ ಬನ್ನಿಕಟ್ಟಿ ವಕೀಲ ಜಗದೀಶ್ ತೊಂಡಿಹಾಳ ಶ್ಲಾಘನೆ <box>715 70 901 103</box>
article-1-body-bottom: ಬೆಂಗಳೂರು,ಫೆ.14: ರಾಜ್ಯದಲ್ಲಿ ಎಸ್.ಸಿ. ಎಸ್.ಟಿ. ಮತ್ತು ಓ.ಬಿ.ಸಿ. ಅಲೆಮಾರಿ ಮತ್ತು ಅರೆ ಅಲೆಮಾರಿ ಜನಸಂಖ್ಯೆ 80 ಲಕ್ಷಕ್ಕೂ ಅಧಿಕ ಇದ್ದು, ಇದುವರೆಗೆ ಇವರ ಸರ್ವಾಂಗೀಣ ಪ್ರಗತಿ ಆಗಿಲ್ಲ. ರಾಜ್ಯ ಸರ್ಕಾರ ಕೂಡಲೇ ಹಿಂದುಳಿದ ಅಲೆಮಾರಿಗಳ ಆಯೋಗ ರಚಿಸಿ ಶೈಕ್ಷಣಿಕ, ಸಾಮಾಜಿಕ, ಆರ್ಥಿಕ, ರಾಜಕೀಯ ಪ್ರಾತಿನಿಧ್ಯ ನೀಡಬೇಕು ಎಂದು ಮುಖಂಡರು ಮನವಿ ಸಲ್ಲಿಸಿದರು. ಭಾರತೀಯ ಗೋಂದಳಿ ಸಮಾಜ ಸಂಘಟನೆ ರಾಜ್ಯಾಧ್ಯಕ್ಷ ಡಾ.ಸಿದ್ದರಾಮ ಡಿ.ವಾಘಮಾರೆ ಮುಖ್ಯಮಂತ್ರಿ ಸಿದ್ದರಾಮಯ್ಯ ಅವರಲ್ಲಿ ಮನವಿ ಮಾಡಿದ್ದಾರೆ. ಸೋಮವಾರ ಸಂಜೆ ವಿಧಾನಸೌಧದ 344ನೇ ಸಮಿತಿ ಸಭಾಂಗಣದಲ್ಲಿ ನಡೆದ ಹಿಂದುಳಿದ ವರ್ಗಗಳ, ಅಲೆಮಾರಿ ಮತ್ತು ಅರೆ ಅಲೆಮಾರಿ ಸಮುದಾಯದ ಮುಖಂಡರೊಂದಿಗೆ 2024-25ನೇ ಸಾಲಿನ ಆಯವ್ಯಯ ಪೂರ್ವಭಾವಿ ಚರ್ಚೆಯಲ್ಲಿ ಮುಖ್ಯಮಂತ್ರಿ ಸಿದ್ದರಾಮಯ್ಯ ಅವರಲ್ಲಿ ಬೇಡಿಕೆ ಮಂಡಿಸಿದರು. ಅಲೆಮಾರಿಗಳು ಒಂದು ಕಡೆ ನೆಲೆ ನಿಲ್ಲದೆ ಊರಿಂದ ಊರಿಗೆ ಸಂಚರಿಸುತ್ತಾ ಜೀವನ ಸಾಗಿಸುತ್ತಿದ್ದು ಶಿಕ್ಷಣ, ವಸತಿ, ಆರೋಗ್ಯ ಸೌಲಭ್ಯಗಳಿಂದ ವಂಚಿತರಾಗಿದ್ದಾರೆ. ಅವರಿಗೆ ನಿವೇಶನ ಹಾಗೂ ಮನೆ ನಿರ್ಮಿಸಿಕೊಡಬೇಕು, ಮಕ್ಕಳಿಗೆ ವಸತಿ ಶಾಲೆಗಳಲ್ಲಿ ಮೀಸಲಾತಿ ನೀಡಬೇಕು, ಸ್ವಯಂ ಉದ್ಯೋಗಕ್ಕೆ ಸಾಲ ಸೌಲಭ್ಯ ಕಲ್ಪಿಸಬೇಕು, ಅಲೆಮಾರಿ ಅಭಿವೃದ್ಧಿ ನಿಗಮಕ್ಕೆ 500 ಕೋಟಿ ಅನುದಾನ ಮೀಸಲಿಡಬೇಕು ಎಂದು ಒತ್ತಾಯಿಸಿದರು. 46 ಜಾತಿಗಳ ಅಲೆಮಾರಿ ಸಮುದಾಯಗಳಿಗೆ ಪ್ರತ್ಯೇಕ ಮೀಸಲಾತಿ ನೀಡಿ, ಜಾತಿ ಪ್ರಮಾಣ ಪತ್ರ ನೀಡುವ ಪ್ರಕ್ರಿಯೆ ಸರಳಗೊಳಿಸಬೇಕು. ಆರೋಗ್ಯ ಚಿಕಿತ್ಸೆಗೆ ರೂ.5 ಲಕ್ಷದವರೆಗೆ ಉಚಿತ ಸೌಲಭ್ಯ ಒದಗಿಸಬೇಕು. ಈ ಬೇಡಿಕೆಗಳನ್ನು ಬಜೆಟ್ ನಲ್ಲಿ ಪರಿಗಣಿಸುವುದಾಗಿ ಮುಖ್ಯಮಂತ್ರಿಗಳು ಭರವಸೆ ನೀಡಿದರು. ಸಭೆಯಲ್ಲಿ ಸಮುದಾಯದ ಹಲವು ಮುಖಂಡರು, ಸ್ವಾಮೀಜಿಗಳು ಹಾಗೂ ಪದಾಧಿಕಾರಿಗಳು ಉಪಸ್ಥಿತರಿದ್ದರು. ಕೊಡಚೇ ಸರ್ಕಾರದಿಂದ ಬಡವರಿಗೆ ವಾಹನವನ್ನು ನೀಡಿ ಸಂಘಟಿಸಬೇಕು. ನೀರಿನ ಮೂಲಸೌಕರ್ಯ, ಶೌಚಾಲಯ, ರಸ್ತೆ ಹಾಗೂ ವಿದ್ಯುತ್ ಸೌಲಭ್ಯ ಒದಗಿಸಬೇಕು ಎಂದು ಮನವಿಯಲ್ಲಿ ಉಲ್ಲೇಖಿಸಲಾಗಿದೆ. <box>164 356 550 450</box>
article-4-body: ಇಂಡಿ,ಫೆ.14:ವಿಜಯಪುರ ಜಿ.ಪಂ ಮುಖ್ಯ ಕಾರ್ಯನಿರ್ವಾಹಕ ಅಧಿಕಾರಿ ರಿಷಿ ಆನಂದ ಇಂದು ಇಂಡಿ ತಾಲೂಕಿನ ಬಬಲಾದ ಮತ್ತು ಹಳಗುಣಕಿ ಗ್ರಾಮ ಪಂಚಾಯತಿಗೆ ಭೇಟಿ ನೀಡಿ ಅಭಿವೃದ್ಧಿ ಕಾಮಗಾರಿಗಳನ್ನು ಪರಿಶೀಲಿಸಿದರು. ಬಬಲಾದ ಗ್ರಾಮ ಪಂ ವ್ಯಾಪ್ತಿಯ ಹಳಗುಣಕಿ ಗ್ರಾಮದ ಸರಕಾರಿ ವಸತಿ ನಿಲಯಕ್ಕೆ ಭೇಟಿ ಅಲ್ಲಿಯ ಸ್ವಚ್ಛತೆ, ಊಟದ ವ್ಯವಸ್ಥೆ, ಕುಡಿಯುವ ನೀರು ಹಾಗೂ ಮಕ್ಕಳ ಹಾಜರಾತಿ ಪರಿಶೀಲಿಸಿದರು. ನಂತರ ಗ್ರಾಮ ಬಬಲಾದ ಗೆ ಭೇಟಿ ನೀಡಿ ಗ್ರಾಮ ಪಂ ಕಟ್ಟಡ, ಮನೆ ನಿರ್ಮಾಣ ಕಾಮಗಾರಿಗಳ ಪ್ರಗತಿ ಬಗ್ಗೆ ಮಾಹಿತಿ ಪಡೆದರು. ಈ ಸಂದರ್ಭದಲ್ಲಿ ತಾ.ಪಂ ಕಾರ್ಯನಿರ್ವಾಹಕ ಅಧಿಕಾರಿ, ಗ್ರಾ.ಪಂ ಅಧ್ಯಕ್ಷರು, ಸದಸ್ಯರು ಹಾಗೂ ಸಿಬ್ಬಂದಿ ಉಪಸ್ಥಿತರಿದ್ದರು. <box>33 769 239 829</box>
article-1-dateline: (ಹಸಿರುಕ್ರಾಂತಿ ವಾರ್ತೆ) <box>71 112 122 121</box>
article-6-body-left: ಬೆಳಗಾವಿ,ಫೆ.14: ವಿಕಲಚೇತನ ಹಾಗೂ ಹಿರಿಯ ನಾಗರಿಕರ ಸಬಲೀಕರಣ ಇಲಾಖೆಯ ವತಿಯಿಂದ ವಿವಾಹ ಪ್ರೋತ್ಸಾಹ ಧನ ಯೋಜನೆಯಡಿ ವಿಕಲಚೇತನ ವ್ಯಕ್ತಿಯನ್ನು ಮದುವೆಯಾದ ಸಾಮಾನ್ಯ ವ್ಯಕ್ತಿಗೆ ನೀಡಲಾಗುವ ಪ್ರೋತ್ಸಾಹಧನವನ್ನು ಮಹಿಳಾ ಮತ್ತು ಮಕ್ಕಳ ಅಭಿವೃದ್ಧಿ ಸಚಿವೆ ಲಕ್ಷ್ಮೀ ಹೆಬ್ಬಾಳಕರ್ ಬುಧವಾರ ವಿತರಿಸಿದರು. ವಿಕಲಚೇತನರ ವಿವಾಹ ಪ್ರೋತ್ಸಾಹ ಧನ ಯೋಜನೆಯಡಿ ವಿಕಲಚೇತನ ವ್ಯಕ್ತಿಗಳನ್ನು ವಿವಾಹವಾದ ಸಾಮಾನ್ಯ ವ್ಯಕ್ತಿಗೆ 50 ಸಾವಿರ ರೂ.ಗಳ ಪ್ರೋತ್ಸಾಹ ಧನ ನೀಡಲಾಗುತ್ತದೆ. ಈ ಹಿನ್ನೆಲೆಯಲ್ಲಿ ಪ್ರಸಕ್ತ 2023-24 ನೇ ಸಾಲಿನಲ್ಲಿ ಬೆಳಗಾವಿ ಜಿಲ್ಲೆಯ ಅರ್ಹ ಫಲಾನುಭವಿಗಳಿಗೆ ಪ್ರೋತ್ಸಾಹ ಧನ ವಿತರಿಸಲಾಯಿತು. ಇದೇ ವೇಳೆ ಸಾಧನ ಸಲಕರಣೆಗಳನ್ನು ಸಹ ವಿತರಿಸಲಾಯಿತು. ಮುತಾಗಾ ಗ್ರಾಮದ ಪ್ರಭ್ಯಾ ಎಸ್.ಕೆ ಇವರಿಗೆ ಹೊಲಿಗೆ ಯಂತ್ರವನ್ನು ವಿತರಿಸಲಾಯಿತು. ಈ ಸಮಯದಲ್ಲಿ ಮಹಿಳಾ ಮತ್ತು ಮಕ್ಕಳ ಕಲ್ಯಾಣ ಇಲಾಖೆಯ ಉಪ ನಿರ್ದೇಶಕ ನಾಗರಾಜ್ ಆರ್, ಜಿಲ್ಲಾ ವಿಕಲ ಚೇತನರ ಕಲ್ಯಾಣಾಧಿಕಾರಿ ನಾಮದೇವ ಬಿಲ್ಕರ ಹಾಗೂ ಇತರರು ಉಪಸ್ಥಿತರಿದ್ದರು. <box>252 653 470 739</box>
registration-marks-1 <box>98 1442 146 1451</box>
notice-3-respondent-role: ..Respondents <box>865 1203 909 1211</box>
notice-3-signature-advocate: Sd/- L Y PATIL Adv. For Petitioner <box>712 1376 765 1390</box>
article-7-dateline: (ಹಸಿರುಕ್ರಾಂತಿ ವಾರ್ತೆ) <box>334 1074 386 1083</box>
notice-2-respondent-role: ..Respondent <box>648 1203 689 1211</box>
article-5-dateline: (ಹಸಿರುಕ್ರಾಂತಿ ವಾರ್ತೆ) <box>110 1040 162 1049</box>
article-6-headline: ವಿವಿಧ ಯೋಜನೆ ಅಡಿ ಪ್ರೋತ್ಸಾಹ ಧನ ವಿತರಿಸಿದ ಸಚಿವೆ ಲಕ್ಷ್ಮೀ ಹೆಬ್ಬಾಳಕರ್ <box>250 604 694 628</box>
article-6-photo <box>474 642 690 770</box>
notice-3-age: Age: Major, Occ: Service <box>721 1236 796 1244</box>
